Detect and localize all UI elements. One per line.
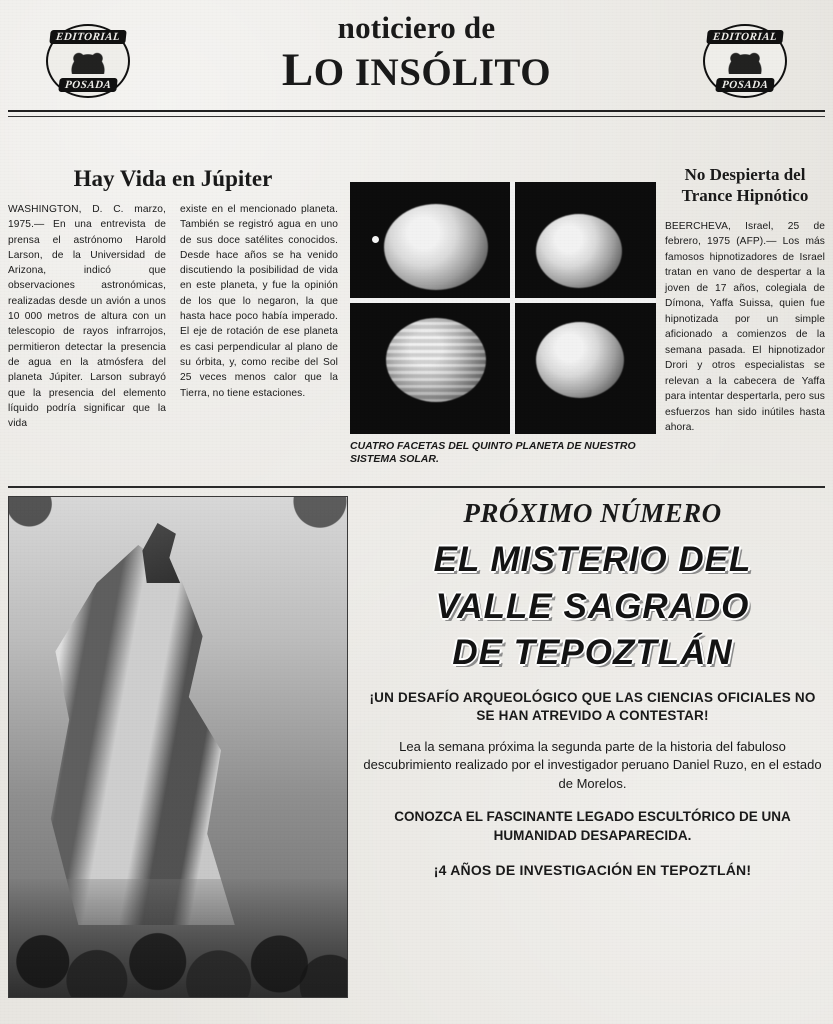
article-jupiter-columns (8, 202, 338, 431)
article-hypnosis (665, 158, 825, 436)
article-hypnosis-headline-line2: Trance Hipnótico (681, 186, 809, 206)
article-hypnosis-headline (665, 164, 825, 207)
frog-logo-icon (722, 48, 768, 74)
photo-divider-vertical (510, 182, 515, 434)
planet-facet-4 (536, 322, 624, 398)
publisher-logo-right (703, 24, 787, 98)
article-jupiter (8, 158, 338, 431)
masthead-title-rest: O INSÓLITO (313, 50, 552, 94)
promo-title-line-2: VALLE SAGRADO (435, 586, 750, 626)
article-hypnosis-body: BEERCHEVA, Israel, 25 de febrero, 1975 (AFP).— Los más famosos hipnotizadores de Israel tratan en vano de despertar a la joven de 17 años, colegiala de Dímona, Yaffa Suissa, quien fue hipnotizada por un simple aficionado a comienzos de la semana pasada. El hipnotizador Drori y otros especialistas se relevan a la cabecera de Yaffa para intentar despertarla, pero sus esfuerzos han sido inútiles hasta ahora. (665, 220, 825, 433)
photo-divider-horizontal (350, 298, 656, 303)
promo-paragraph: Lea la semana próxima la segunda parte de la historia del fabuloso descubrimiento realizado por el investigador peruano Daniel Ruzo, en el estado de Morelos. (363, 738, 822, 792)
masthead-title-dropcap: L (281, 43, 314, 96)
photo-upper-foliage (9, 497, 347, 567)
promo-closing-line: ¡4 AÑOS DE INVESTIGACIÓN EN TEPOZTLÁN! (433, 861, 752, 878)
promo-title-line-3: DE TEPOZTLÁN (452, 633, 733, 673)
next-issue-promo (360, 492, 825, 1016)
promo-title-line-1: EL MISTERIO DEL (433, 540, 752, 579)
masthead-rule-top (8, 110, 825, 112)
section-divider-rule (8, 486, 825, 488)
promo-kicker: PRÓXIMO NÚMERO (463, 498, 722, 528)
promo-paragraph-secondary: CONOZCA EL FASCINANTE LEGADO ESCULTÓRICO DE UNA HUMANIDAD DESAPARECIDA. (394, 809, 791, 843)
article-jupiter-headline: Hay Vida en Júpiter (73, 166, 273, 191)
masthead-title-line1: noticiero de (337, 10, 496, 45)
top-news-section (8, 158, 825, 480)
article-jupiter-column-1: WASHINGTON, D. C. marzo, 1975.— En una entrevista de prensa el astrónomo Harold Larson, de la Universidad de Arizona, indicó que observaciones astronómicas, realizadas desde un avión a unos 10 000 metros de altura con un telescopio de rayos infrarrojos, permitieron detectar la presencia de agua en la atmósfera del planeta Júpiter. Larson subrayó que la presencia del elemento líquido podría significar que la vida (8, 204, 166, 430)
tepoztlan-rock-formation-photo (8, 496, 348, 998)
publisher-logo-left-bottom-word: POSADA (58, 78, 118, 92)
promo-subtitle: ¡UN DESAFÍO ARQUEOLÓGICO QUE LAS CIENCIAS OFICIALES NO SE HAN ATREVIDO A CONTESTAR! (369, 690, 816, 724)
planet-facet-3 (386, 318, 486, 402)
article-jupiter-column-2: existe en el mencionado planeta. También se registró agua en uno de sus doce satélites conocidos. Desde hace años se ha venido discutiendo la posibilidad de vida en este planeta, y fue la opinión de los que lo negaron, la que hasta hace poco había imperado. El eje de rotación de ese planeta es casi perpendicular al plano de su órbita, y, como recibe del Sol 25 veces menos calor que la Tierra, no tiene estaciones. (180, 204, 338, 399)
publisher-logo-right-top-word: EDITORIAL (706, 30, 784, 44)
jupiter-photo-caption: CUATRO FACETAS DEL QUINTO PLANETA DE NUESTRO SISTEMA SOLAR. (350, 440, 636, 466)
publisher-logo-left-top-word: EDITORIAL (49, 30, 127, 44)
masthead (0, 0, 833, 112)
photo-lower-foliage (9, 879, 347, 997)
promo-title (360, 539, 825, 675)
moon-dot-icon (372, 236, 379, 243)
masthead-rule-bottom (8, 116, 825, 117)
planet-facet-2 (536, 214, 622, 288)
planet-facet-1 (384, 204, 488, 290)
publisher-logo-right-bottom-word: POSADA (715, 78, 775, 92)
bottom-promo-section (8, 492, 825, 1016)
article-hypnosis-headline-line1: No Despierta del (684, 165, 806, 184)
jupiter-four-facets-photo (350, 182, 656, 434)
